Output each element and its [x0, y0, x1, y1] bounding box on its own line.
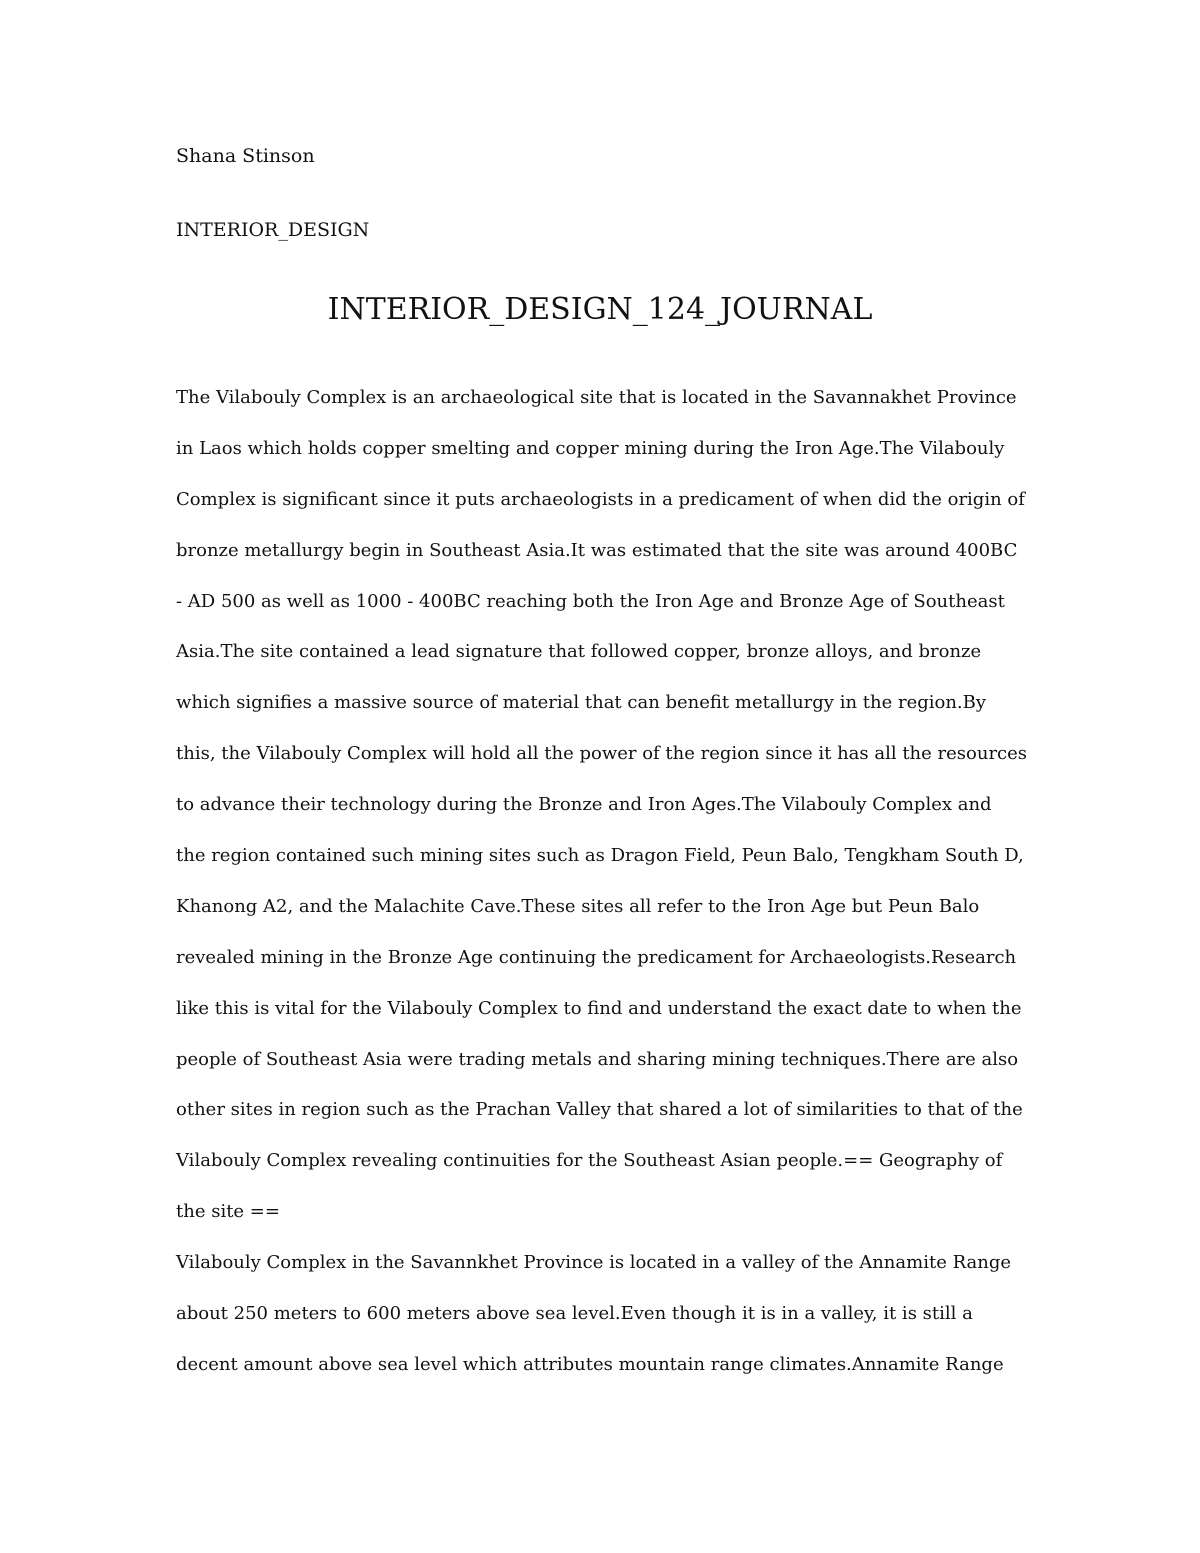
body-line: about 250 meters to 600 meters above sea level.Even though it is in a valley, it is still a [176, 1303, 973, 1325]
body-line: Vilabouly Complex revealing continuities for the Southeast Asian people.== Geography of [176, 1150, 1003, 1172]
body-line: this, the Vilabouly Complex will hold all the power of the region since it has all the resources [176, 743, 1028, 765]
body-line: the site == [176, 1201, 280, 1223]
body-line: people of Southeast Asia were trading metals and sharing mining techniques.There are also [176, 1048, 1019, 1070]
body-line: Vilabouly Complex in the Savannkhet Province is located in a valley of the Annamite Range [176, 1252, 1012, 1274]
body-line: which signifies a massive source of material that can benefit metallurgy in the region.By [176, 692, 987, 714]
author-name: Shana Stinson [176, 145, 315, 167]
body-line: - AD 500 as well as 1000 - 400BC reaching both the Iron Age and Bronze Age of Southeast [176, 590, 1005, 612]
body-line: The Vilabouly Complex is an archaeological site that is located in the Savannakhet Province [176, 387, 1017, 408]
body-line: in Laos which holds copper smelting and copper mining during the Iron Age.The Vilabouly [176, 437, 1005, 459]
body-line: other sites in region such as the Prachan Valley that shared a lot of similarities to that of the [176, 1099, 1023, 1121]
body-line: like this is vital for the Vilabouly Complex to find and understand the exact date to when the [176, 997, 1022, 1019]
body-line: bronze metallurgy begin in Southeast Asia.It was estimated that the site was around 400BC [176, 539, 1018, 561]
course-name: INTERIOR_DESIGN [176, 219, 370, 241]
body-line: the region contained such mining sites such as Dragon Field, Peun Balo, Tengkham South D, [176, 845, 1024, 867]
body-line: Khanong A2, and the Malachite Cave.These sites all refer to the Iron Age but Peun Balo [176, 895, 980, 917]
body-line: decent amount above sea level which attributes mountain range climates.Annamite Range [176, 1353, 1004, 1375]
body-line: to advance their technology during the Bronze and Iron Ages.The Vilabouly Complex and [176, 794, 992, 816]
body-line: Asia.The site contained a lead signature that followed copper, bronze alloys, and bronze [176, 641, 982, 663]
body-line: Complex is significant since it puts archaeologists in a predicament of when did the origin of [176, 488, 1025, 510]
body-line: revealed mining in the Bronze Age continuing the predicament for Archaeologists.Research [176, 946, 1017, 968]
document-title: INTERIOR_DESIGN_124_JOURNAL [327, 292, 873, 327]
body-paragraph [176, 386, 1036, 1404]
